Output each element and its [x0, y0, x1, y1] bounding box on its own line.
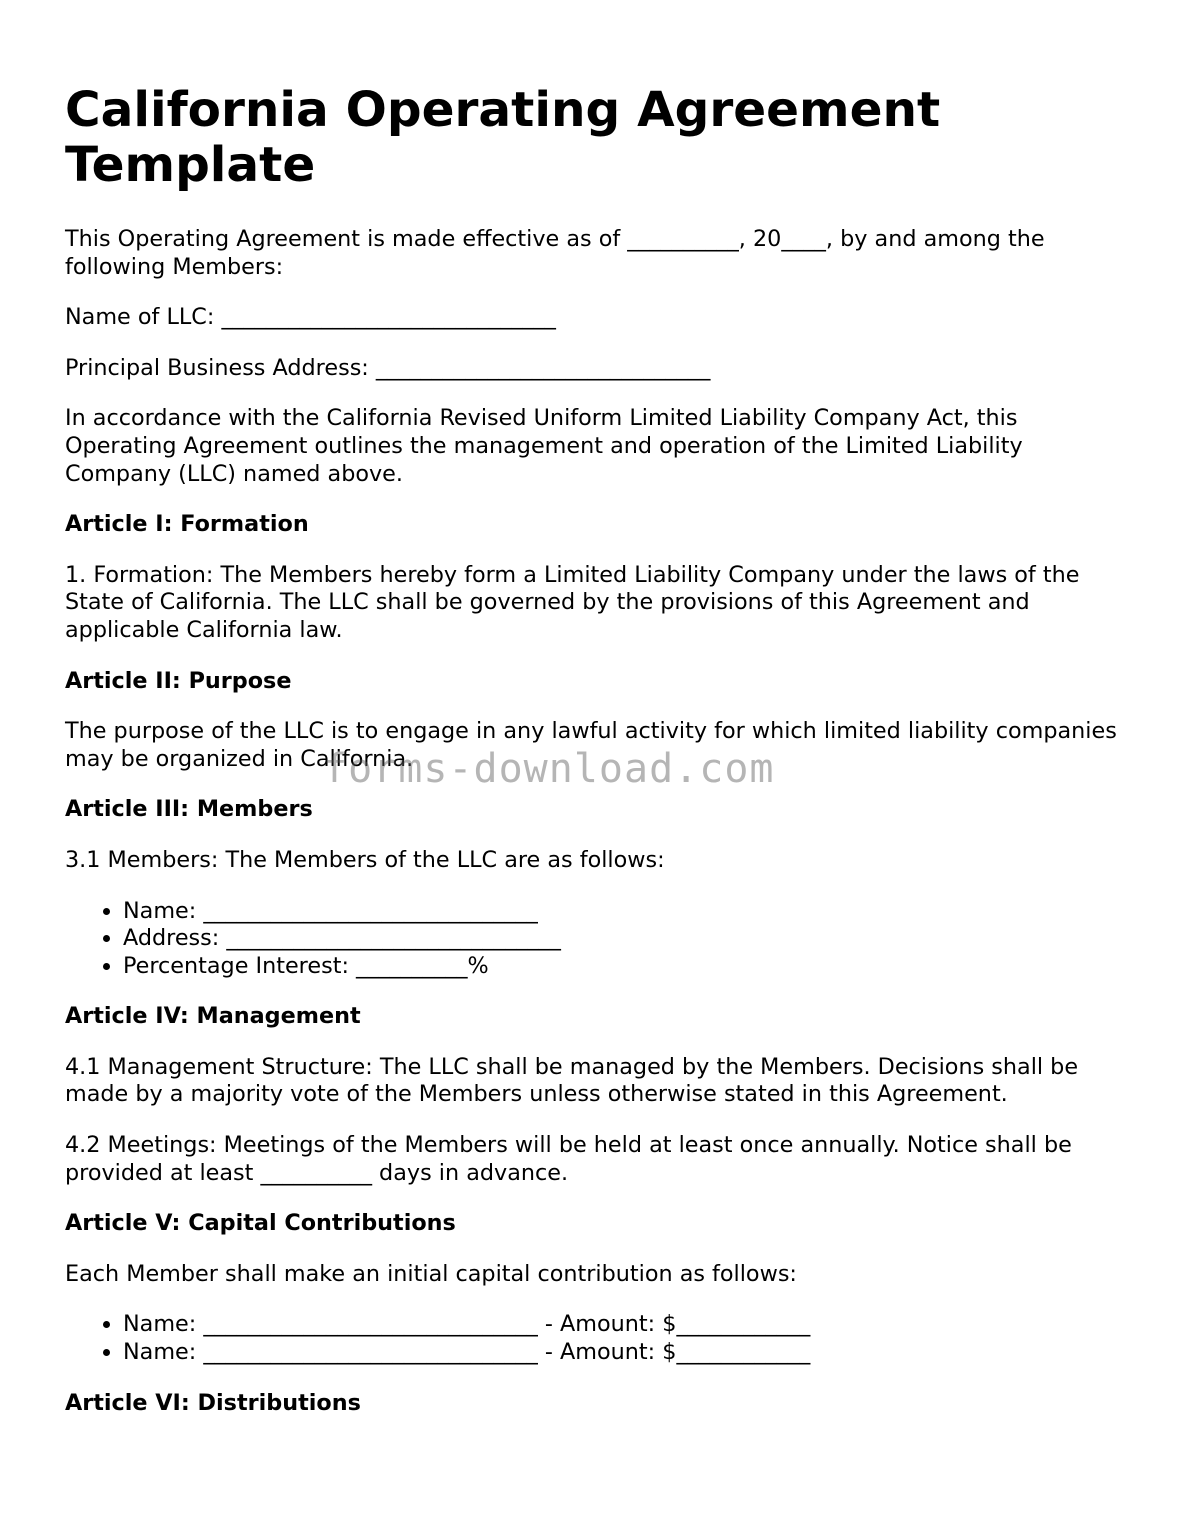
- article-distributions-heading: Article VI: Distributions: [65, 1389, 361, 1416]
- article-purpose-text: The purpose of the LLC is to engage in any lawful activity for which limited liability companies may be organized in California.: [65, 718, 1117, 772]
- list-item: • Name: ______________________________ - Amount: $____________: [123, 1311, 1135, 1339]
- article-capital-heading: Article V: Capital Contributions: [65, 1210, 456, 1237]
- management-structure-text: 4.1 Management Structure: The LLC shall be managed by the Members. Decisions shall be made by a majority vote of the Members unless otherwise stated in this Agreement.: [65, 1053, 1079, 1108]
- article-capital-text: Each Member shall make an initial capital contribution as follows:: [65, 1260, 797, 1287]
- list-item: • Percentage Interest: __________%: [123, 953, 1135, 981]
- page-title: California Operating Agreement Template: [65, 82, 941, 193]
- principal-address-line: Principal Business Address: ______________________________: [65, 354, 711, 381]
- list-item: • Name: ______________________________: [123, 898, 1135, 926]
- watermark: forms-download.com: [323, 746, 775, 792]
- llc-name-line: Name of LLC: ______________________________: [65, 304, 556, 331]
- article-formation-heading: Article I: Formation: [65, 511, 309, 538]
- intro-paragraph: This Operating Agreement is made effective as of __________, 20____, by and among the following Members:: [65, 226, 1045, 280]
- members-list: [65, 898, 1135, 981]
- management-meetings-text: 4.2 Meetings: Meetings of the Members will be held at least once annually. Notice shall be provided at least __________ days in advance.: [65, 1132, 1072, 1186]
- article-members-text: 3.1 Members: The Members of the LLC are as follows:: [65, 846, 665, 873]
- article-management-heading: Article IV: Management: [65, 1003, 361, 1030]
- article-formation-text: 1. Formation: The Members hereby form a Limited Liability Company under the laws of the State of California. The LLC shall be governed by the provisions of this Agreement and applicable California law.: [65, 561, 1080, 643]
- article-members-heading: Article III: Members: [65, 796, 313, 823]
- preamble-paragraph: In accordance with the California Revised Uniform Limited Liability Company Act, this Operating Agreement outlines the management and operation of the Limited Liability Company (LLC) named above.: [65, 405, 1023, 487]
- article-purpose-heading: Article II: Purpose: [65, 667, 292, 694]
- list-item: • Name: ______________________________ - Amount: $____________: [123, 1339, 1135, 1367]
- capital-list: [65, 1311, 1135, 1366]
- list-item: • Address: ______________________________: [123, 925, 1135, 953]
